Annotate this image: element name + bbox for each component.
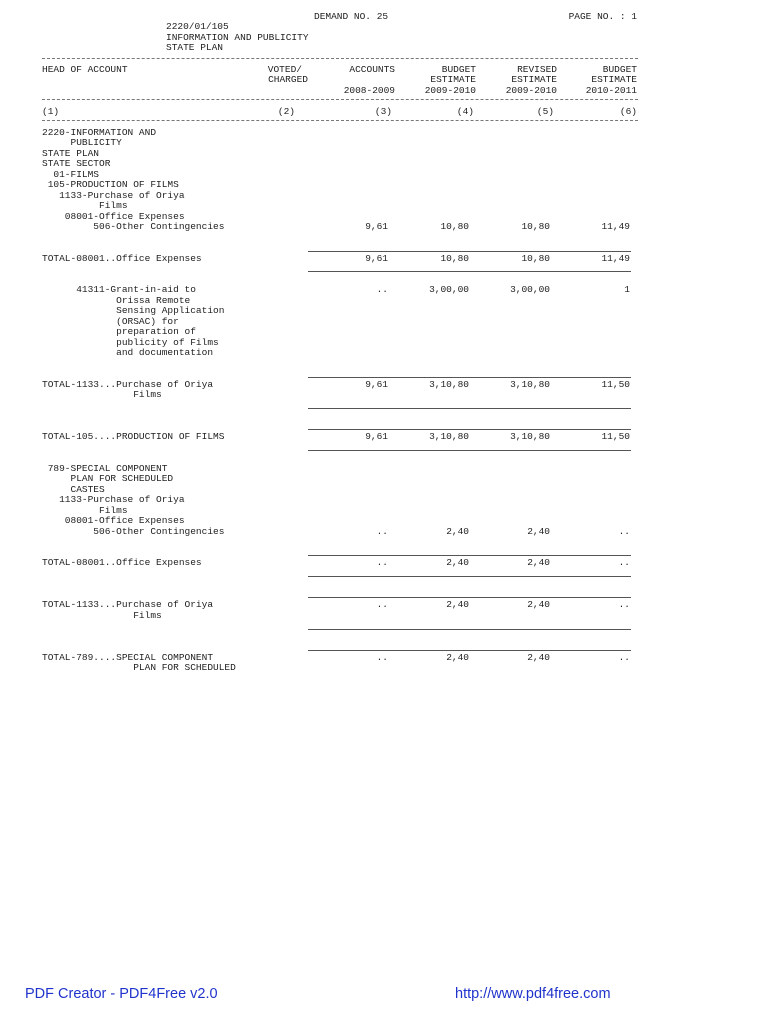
value-cell: 11,50 xyxy=(601,379,630,390)
value-cell: 11,49 xyxy=(601,221,630,232)
account-code: 2220/01/105 xyxy=(166,21,229,32)
total-line: TOTAL-08001..Office Expenses xyxy=(42,557,202,568)
account-line: 105-PRODUCTION OF FILMS xyxy=(42,179,179,190)
value-cell: .. xyxy=(618,557,630,568)
total-rule xyxy=(308,251,631,252)
col-budget-year: 2009-2010 xyxy=(424,85,476,96)
total-line: Films xyxy=(42,610,162,621)
value-cell: 2,40 xyxy=(527,526,550,537)
value-cell: 9,61 xyxy=(365,431,388,442)
col-revised-line1: REVISED xyxy=(517,64,557,75)
col-voted-line1: VOTED/ xyxy=(267,64,302,75)
col-number-6: (6) xyxy=(619,106,637,117)
value-cell: 11,49 xyxy=(601,253,630,264)
value-cell: 9,61 xyxy=(365,379,388,390)
value-cell: 9,61 xyxy=(365,253,388,264)
divider xyxy=(42,99,638,100)
account-line: 08001-Office Expenses xyxy=(42,211,185,222)
account-line: 01-FILMS xyxy=(42,169,100,180)
value-cell: .. xyxy=(376,599,388,610)
account-line: publicity of Films xyxy=(42,337,219,348)
account-line: 506-Other Contingencies xyxy=(42,221,225,232)
account-line: and documentation xyxy=(42,347,214,358)
col-budget2-line2: ESTIMATE xyxy=(591,74,637,85)
col-voted-line2: CHARGED xyxy=(268,74,308,85)
total-rule xyxy=(308,450,631,451)
value-cell: 10,80 xyxy=(440,221,469,232)
col-accounts-line1: ACCOUNTS xyxy=(349,64,395,75)
value-cell: 3,00,00 xyxy=(429,284,469,295)
value-cell: 3,10,80 xyxy=(510,379,550,390)
total-rule xyxy=(308,597,631,598)
value-cell: .. xyxy=(618,652,630,663)
value-cell: .. xyxy=(376,557,388,568)
col-accounts-year: 2008-2009 xyxy=(343,85,395,96)
col-number-1: (1) xyxy=(42,106,60,117)
value-cell: 3,00,00 xyxy=(510,284,550,295)
value-cell: 2,40 xyxy=(446,526,469,537)
account-line: PUBLICITY xyxy=(42,137,122,148)
col-budget2-year: 2010-2011 xyxy=(585,85,637,96)
divider xyxy=(42,120,638,121)
total-rule xyxy=(308,650,631,651)
col-budget2-line1: BUDGET xyxy=(602,64,637,75)
col-head-of-account: HEAD OF ACCOUNT xyxy=(42,64,128,75)
account-line: (ORSAC) for xyxy=(42,316,179,327)
pdf-creator-label: PDF Creator - PDF4Free v2.0 xyxy=(25,986,218,1002)
value-cell: 2,40 xyxy=(527,652,550,663)
account-line: preparation of xyxy=(42,326,196,337)
col-number-2: (2) xyxy=(277,106,295,117)
value-cell: .. xyxy=(376,652,388,663)
total-line: Films xyxy=(42,389,162,400)
value-cell: 2,40 xyxy=(527,599,550,610)
demand-number: DEMAND NO. 25 xyxy=(314,11,389,22)
value-cell: 3,10,80 xyxy=(429,379,469,390)
total-line: TOTAL-105....PRODUCTION OF FILMS xyxy=(42,431,225,442)
pdf4free-link[interactable]: http://www.pdf4free.com xyxy=(455,986,611,1002)
value-cell: 2,40 xyxy=(446,652,469,663)
account-line: PLAN FOR SCHEDULED xyxy=(42,473,174,484)
value-cell: 9,61 xyxy=(365,221,388,232)
account-line: STATE SECTOR xyxy=(42,158,111,169)
total-rule xyxy=(308,576,631,577)
account-line: Orissa Remote xyxy=(42,295,191,306)
account-line: 2220-INFORMATION AND xyxy=(42,127,157,138)
total-rule xyxy=(308,408,631,409)
account-line: 789-SPECIAL COMPONENT xyxy=(42,463,168,474)
total-rule xyxy=(308,629,631,630)
col-number-3: (3) xyxy=(374,106,392,117)
account-line: Films xyxy=(42,505,128,516)
plan-label: STATE PLAN xyxy=(166,42,224,53)
document-title: INFORMATION AND PUBLICITY xyxy=(166,32,309,43)
total-line: TOTAL-789....SPECIAL COMPONENT xyxy=(42,652,214,663)
value-cell: .. xyxy=(618,526,630,537)
account-line: 1133-Purchase of Oriya xyxy=(42,494,185,505)
value-cell: 10,80 xyxy=(440,253,469,264)
col-number-4: (4) xyxy=(456,106,474,117)
total-line: TOTAL-1133...Purchase of Oriya xyxy=(42,599,214,610)
divider xyxy=(42,58,638,59)
value-cell: .. xyxy=(618,599,630,610)
col-budget-line1: BUDGET xyxy=(441,64,476,75)
total-line: PLAN FOR SCHEDULED xyxy=(42,662,236,673)
col-budget-line2: ESTIMATE xyxy=(430,74,476,85)
account-line: CASTES xyxy=(42,484,105,495)
value-cell: .. xyxy=(376,284,388,295)
total-line: TOTAL-08001..Office Expenses xyxy=(42,253,202,264)
total-line: TOTAL-1133...Purchase of Oriya xyxy=(42,379,214,390)
account-line: 506-Other Contingencies xyxy=(42,526,225,537)
value-cell: 11,50 xyxy=(601,431,630,442)
value-cell: 3,10,80 xyxy=(510,431,550,442)
value-cell: 1 xyxy=(624,284,630,295)
total-rule xyxy=(308,429,631,430)
total-rule xyxy=(308,377,631,378)
account-line: Sensing Application xyxy=(42,305,225,316)
value-cell: 2,40 xyxy=(446,599,469,610)
account-line: 41311-Grant-in-aid to xyxy=(42,284,196,295)
total-rule xyxy=(308,555,631,556)
account-line: Films xyxy=(42,200,128,211)
page-number: PAGE NO. : 1 xyxy=(568,11,637,22)
col-number-5: (5) xyxy=(536,106,554,117)
value-cell: 10,80 xyxy=(521,221,550,232)
total-rule xyxy=(308,271,631,272)
value-cell: .. xyxy=(376,526,388,537)
account-line: 08001-Office Expenses xyxy=(42,515,185,526)
account-line: 1133-Purchase of Oriya xyxy=(42,190,185,201)
value-cell: 2,40 xyxy=(527,557,550,568)
account-line: STATE PLAN xyxy=(42,148,100,159)
col-revised-line2: ESTIMATE xyxy=(511,74,557,85)
value-cell: 2,40 xyxy=(446,557,469,568)
value-cell: 10,80 xyxy=(521,253,550,264)
value-cell: 3,10,80 xyxy=(429,431,469,442)
col-revised-year: 2009-2010 xyxy=(505,85,557,96)
